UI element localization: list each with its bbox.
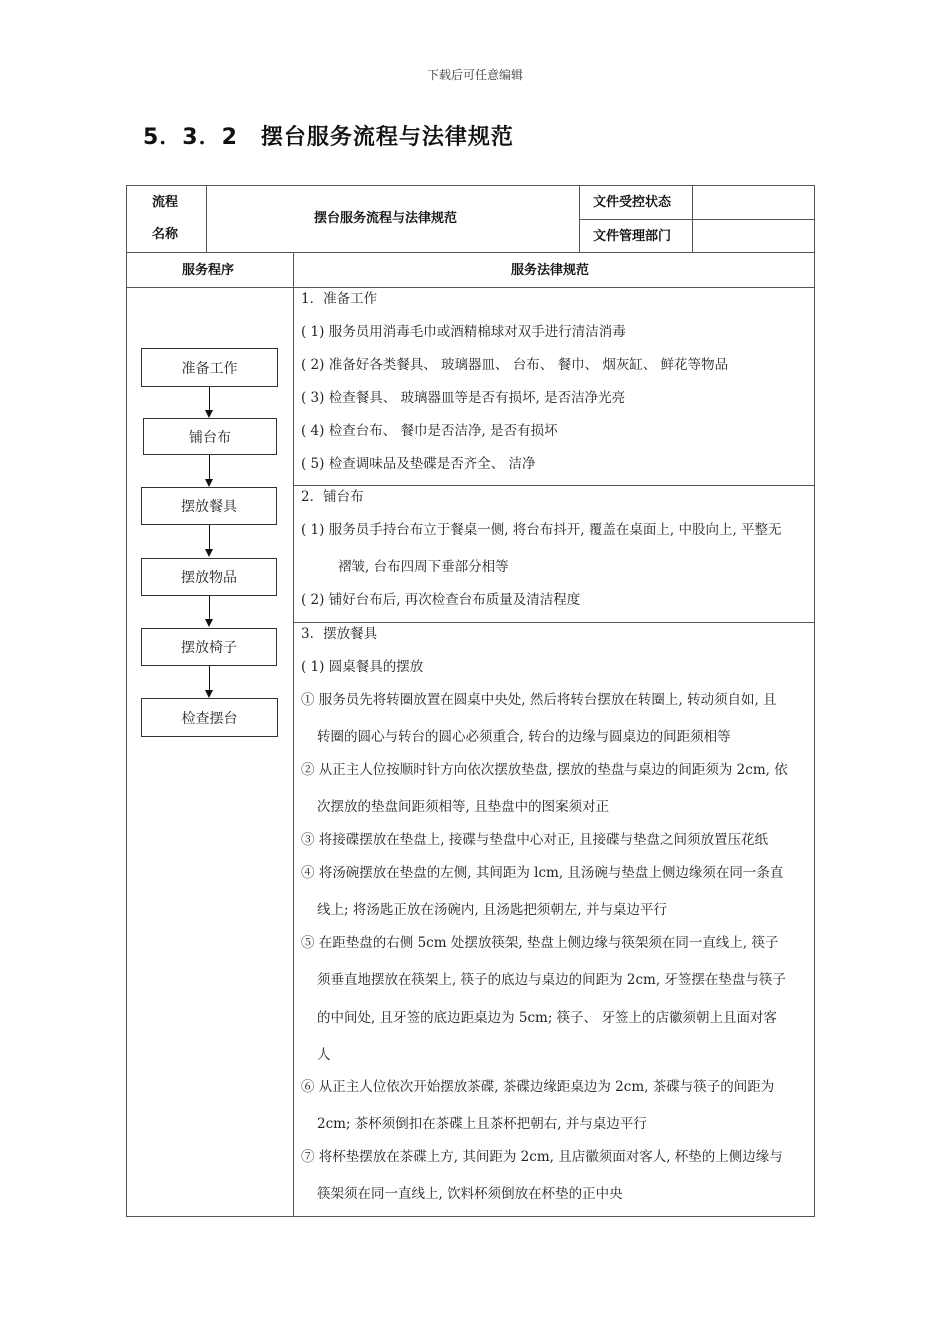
header-note: 下载后可任意编辑 [426,68,523,82]
rule-line-continued: 的中间处, 且牙签的底边距桌边为 5cm; 筷子、 牙签上的店徽须朝上且面对客 [317,1010,777,1026]
rule-line: ⑦ 将杯垫摆放在茶碟上方, 其间距为 2cm, 且店徽须面对客人, 杯垫的上侧边缘与 [301,1149,783,1165]
rule-line-continued: 2cm; 茶杯须倒扣在茶碟上且茶杯把朝右, 并与桌边平行 [317,1116,647,1132]
col-divider [293,252,294,1217]
arrow-down-icon [205,619,213,627]
rule-line-continued: 筷架须在同一直线上, 饮料杯须倒放在杯垫的正中央 [317,1186,623,1202]
col-divider [206,185,207,252]
rule-heading: 2．铺台布 [301,489,364,505]
section-title: 5．3．2 摆台服务流程与法律规范 [143,125,514,150]
rule-line-continued: 褶皱, 台布四周下垂部分相等 [338,559,509,575]
rule-line: ( 3) 检查餐具、 玻璃器皿等是否有损坏, 是否洁净光亮 [301,390,626,406]
rule-line: ( 1) 圆桌餐具的摆放 [301,659,424,675]
flow-step-chairs: 摆放椅子 [141,628,277,666]
column-header-procedure: 服务程序 [182,263,235,278]
rule-heading: 1．准备工作 [301,291,378,307]
rule-line: ( 1) 服务员手持台布立于餐桌一侧, 将台布抖开, 覆盖在桌面上, 中股向上, 平整无 [301,522,782,538]
rule-line: ② 从正主人位按顺时针方向依次摆放垫盘, 摆放的垫盘与桌边的间距须为 2cm, 依 [301,762,788,778]
rule-line: ⑥ 从正主人位依次开始摆放茶碟, 茶碟边缘距桌边为 2cm, 茶碟与筷子的间距为 [301,1079,775,1095]
rule-line-continued: 须垂直地摆放在筷架上, 筷子的底边与桌边的间距为 2cm, 牙签摆在垫盘与筷子 [317,972,786,988]
mgmt-dept-label: 文件管理部门 [593,229,672,244]
flow-arrow [209,387,210,411]
row-divider [293,485,815,486]
rule-line: ( 4) 检查台布、 餐巾是否洁净, 是否有损坏 [301,423,558,439]
flow-name-label: 名称 [152,227,179,242]
rule-line: ( 1) 服务员用消毒毛巾或酒精棉球对双手进行清洁消毒 [301,324,626,340]
flow-step-check: 检查摆台 [141,698,278,737]
flow-step-prepare: 准备工作 [141,348,278,387]
rule-line-continued: 转圈的圆心与转台的圆心必须重合, 转台的边缘与圆桌边的间距须相等 [317,729,731,745]
rule-line: ( 2) 准备好各类餐具、 玻璃器皿、 台布、 餐巾、 烟灰缸、 鲜花等物品 [301,357,729,373]
row-divider [579,219,815,220]
rule-line: ③ 将接碟摆放在垫盘上, 接碟与垫盘中心对正, 且接碟与垫盘之间须放置压花纸 [301,832,768,848]
flow-step-items: 摆放物品 [141,558,277,596]
rule-line: ( 5) 检查调味品及垫碟是否齐全、 洁净 [301,456,536,472]
flow-name-value: 摆台服务流程与法律规范 [314,211,458,226]
rule-line-continued: 线上; 将汤匙正放在汤碗内, 且汤匙把须朝左, 并与桌边平行 [317,902,668,918]
flow-arrow [209,666,210,691]
rule-line: ④ 将汤碗摆放在垫盘的左侧, 其间距为 lcm, 且汤碗与垫盘上侧边缘须在同一条直 [301,865,784,881]
row-divider [293,622,815,623]
arrow-down-icon [205,690,213,698]
col-divider [579,185,580,252]
flow-step-tablecloth: 铺台布 [143,418,277,455]
rule-heading: 3．摆放餐具 [301,626,378,642]
flow-arrow [209,596,210,620]
arrow-down-icon [205,479,213,487]
rule-line: ① 服务员先将转圈放置在圆桌中央处, 然后将转台摆放在转圈上, 转动须自如, 且 [301,692,777,708]
arrow-down-icon [205,549,213,557]
flow-arrow [209,455,210,480]
row-divider [126,287,815,288]
flow-step-tableware: 摆放餐具 [141,487,277,525]
control-status-label: 文件受控状态 [593,195,672,210]
column-header-rules: 服务法律规范 [511,263,590,278]
arrow-down-icon [205,410,213,418]
rule-line: ⑤ 在距垫盘的右侧 5cm 处摆放筷架, 垫盘上侧边缘与筷架须在同一直线上, 筷子 [301,935,779,951]
rule-line-continued: 次摆放的垫盘间距须相等, 且垫盘中的图案须对正 [317,799,610,815]
row-divider [126,252,815,253]
flow-arrow [209,525,210,550]
rule-line-continued: 人 [317,1047,331,1063]
rule-line: ( 2) 铺好台布后, 再次检查台布质量及清洁程度 [301,592,581,608]
flow-name-label: 流程 [152,195,179,210]
col-divider [692,185,693,252]
